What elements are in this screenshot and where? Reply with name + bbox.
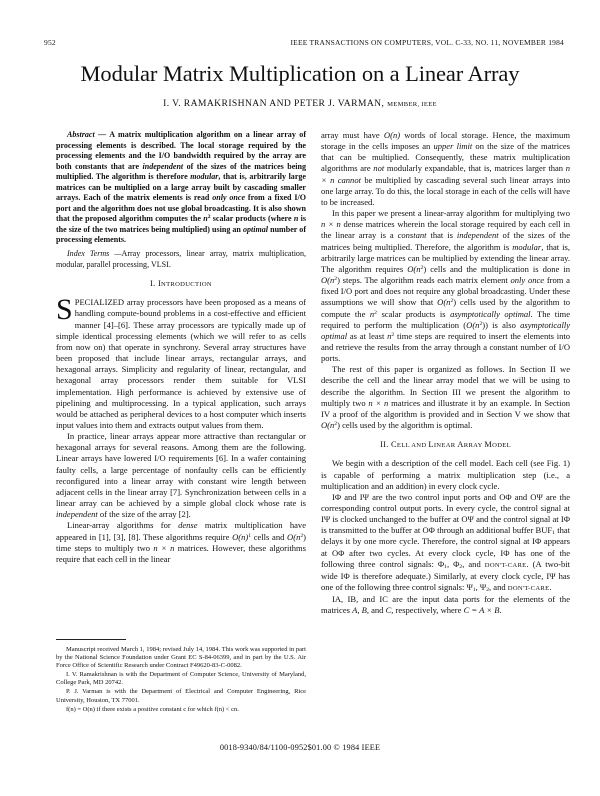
- body-text: modularly expandable, that is, matrices larger than: [384, 163, 566, 174]
- body-text: dense matrices wherein the local storage required by each cell in the linear array is a: [321, 219, 570, 241]
- body-text: cells and: [251, 531, 288, 542]
- math-sup: 2: [420, 264, 424, 271]
- abstract-text: from a fixed I/O port and the algorithm does not use global broadcasting. It is also shown that the proposed algorithm computes the: [56, 193, 307, 224]
- body-text: In practice, linear arrays appear more attractive than rectangular or hexagonal arrays for several reasons. Among them are the following. Linear arrays have lowered I/O requirements [6]. In a wafer containing faulty cells, a large percentage of nonfaulty cells can be efficiently reconfigured into a linear array with constant wire length between adjacent cells in the linear array [7]. Synchronization between cells in a linear array can be achieved by a simple global clock whose rate is: [56, 431, 306, 509]
- body-text: scalar products is: [376, 308, 451, 319]
- body-em: asymptotically optimal: [450, 308, 531, 319]
- math-sup: 2: [300, 532, 304, 539]
- abstract-sup: 2: [207, 214, 211, 221]
- running-header: IEEE TRANSACTIONS ON COMPUTERS, VOL. C-33, NO. 11, NOVEMBER 1984: [290, 38, 564, 47]
- body-text: . The time required to perform the multiplication (: [321, 308, 571, 330]
- body-em: dense: [178, 520, 198, 531]
- section-heading-text: ELL AND: [396, 442, 429, 450]
- body-text: )) is also: [482, 319, 521, 330]
- body-text: , and: [462, 558, 485, 569]
- math-sup: 2: [334, 276, 338, 283]
- section-heading-text: ODEL: [492, 442, 511, 450]
- abstract-text: A matrix multiplication algorithm on a linear array of processing elements is described. The local storage required by the processing elements and the I/O bandwidth required by the array are both constants that are: [56, 130, 307, 171]
- body-text: time steps are required to insert the elements into and retrieve the results from the array through a constant number of I/O ports.: [321, 330, 570, 364]
- page-number: 952: [44, 38, 56, 47]
- math-sub: 2: [459, 563, 463, 570]
- body-text: Linear-array algorithms for: [67, 520, 179, 531]
- body-text: that delays it by one more cycle. Therefore, the control signal at IΦ appears at OΦ after two cycles. At every clock cycle, IΦ has one of the following three control signals: Φ: [321, 525, 571, 569]
- abstract-label: Abstract —: [67, 130, 107, 139]
- abstract-text: , that is, arbitrarily large matrices can be multiplied on a large array built by cascading smaller arrays. Each of the matrix elements is read: [56, 172, 306, 203]
- intro-paragraph-3: [56, 520, 306, 565]
- math: C: [385, 605, 392, 616]
- section-heading-text: L: [428, 440, 434, 450]
- body-text: , that is, arbitrarily large matrices can be multiplied by extending the linear array. The algorithm requires: [321, 241, 570, 274]
- body-em: n × n cannot: [321, 163, 570, 185]
- body-text: as at least: [347, 330, 388, 341]
- math: n: [387, 330, 392, 341]
- footnotes: [56, 646, 306, 715]
- body-text: , Φ: [446, 558, 460, 569]
- body-text: IΦ and IΨ are the two control input ports and OΦ and OΨ are the corresponding control output ports. In every cycle, the control signal at IΨ is clocked unchanged to the buffer at OΨ and the control signal at IΦ is transmitted to the buffer at OΦ through an additional buffer BUF: [321, 491, 570, 536]
- math: A, B: [352, 605, 367, 616]
- body-text: ) time steps to multiply two: [56, 531, 306, 553]
- math: n × n: [321, 219, 341, 230]
- body-text: ) cells and the multiplication is done in: [423, 263, 570, 274]
- body-em: only once: [510, 275, 545, 286]
- math: O(n: [287, 531, 301, 542]
- body-text: ) steps. The algorithm reads each matrix element: [337, 275, 511, 286]
- section-heading-text: RRAY: [463, 442, 485, 450]
- body-em: independent: [56, 509, 98, 520]
- body-text: words of local storage. Hence, the maximum storage in the cells imposes an: [321, 130, 570, 152]
- footnote-author-1: I. V. Ramakrishnan is with the Department of Computer Science, University of Maryland, College Park, MD 20742.: [56, 671, 306, 687]
- index-terms-label: Index Terms —: [67, 249, 122, 259]
- math: n × n: [153, 542, 175, 553]
- left-column: [56, 130, 306, 565]
- body-text: ) cells used by the algorithm to compute the: [321, 297, 570, 319]
- footnote-author-2: P. J. Varman is with the Department of Electrical and Computer Engineering, Rice University, Houston, TX 77001.: [56, 688, 306, 704]
- footnote-big-o: f(n) = O(n) if there exists a positive constant c for which f(n) < cn.: [66, 705, 239, 713]
- body-text: In this paper we present a linear-array algorithm for multiplying two: [332, 208, 570, 219]
- math: O(n: [321, 275, 335, 286]
- right-paragraph-5: [321, 492, 570, 594]
- keyword: DON'T-CARE: [484, 561, 527, 569]
- math-sup: 2: [374, 309, 377, 316]
- math-sub: 1: [552, 530, 555, 537]
- body-text: array must have: [321, 130, 384, 140]
- section-heading-text: A: [457, 440, 464, 450]
- keyword: DON'T-CARE: [507, 585, 550, 593]
- math-sub: 1: [444, 563, 447, 570]
- abstract-em: independent: [142, 161, 184, 171]
- abstract-text: scalar products (where: [210, 214, 294, 224]
- math: O(n: [407, 263, 421, 274]
- body-text: on the size of the matrices that can be multiplied. Consequently, these matrix multiplication algorithms are: [321, 141, 571, 174]
- section-heading-text: INEAR: [433, 442, 458, 450]
- body-em: constant: [397, 230, 427, 241]
- abstract-em: modular: [190, 172, 219, 182]
- abstract-text: number of processing elements.: [56, 224, 306, 245]
- math-sub: 2: [486, 587, 489, 594]
- abstract-text: is the size of the two matrices being multiplied) using an: [56, 214, 306, 234]
- body-em: independent: [456, 230, 499, 241]
- body-text: be multiplied by cascading several such linear arrays into one large array. To do this, the local storage in each of the cells will have to be increased.: [321, 174, 570, 207]
- math: C = A × B: [463, 605, 500, 616]
- math-sup: 2: [479, 320, 483, 327]
- body-text: PECIALIZED array processors have been proposed as a means of handling compute-bound problems in a cost-effective and efficient manner [4]–[6]. These array processors are typically made up of simple identical processing elements (which we will refer to as cells from now on) that operate in synchrony. Several array structures have been proposed that include linear arrays, rectangular arrays, and hexagonal arrays. Simplicity and regularity of linear, rectangular, and hexagonal array processors render them suitable for VLSI implementation. High performance is achieved by extensive use of pipelining and multiprocessing. In a typical application, such arrays would be attached as peripheral devices to a host computer which inserts input values into them and extracts output values from them.: [56, 297, 306, 430]
- body-text: ) cells used by the algorithm is optimal.: [337, 420, 473, 431]
- intro-paragraph-2: [56, 431, 306, 520]
- right-paragraph-2: [321, 208, 570, 364]
- body-text: The rest of this paper is organized as follows. In Section II we describe the cell and the linear array model that we will be using to describe the algorithm. In Section III we present the algorithm to multiply two: [321, 364, 570, 408]
- math: O(n: [321, 420, 335, 431]
- section-heading-text: I: [157, 279, 162, 289]
- abstract-em: optimal: [242, 224, 269, 234]
- abstract: [56, 130, 306, 246]
- body-text: , and: [489, 582, 508, 593]
- author-1: I. V. RAMAKRISHNAN: [163, 98, 267, 109]
- section-number: I.: [150, 279, 158, 289]
- body-text: from a fixed I/O port and does not require any global broadcasting. Under these assumptions we will show that: [321, 275, 570, 308]
- right-paragraph-3: [321, 364, 570, 431]
- section-heading-introduction: [56, 278, 306, 290]
- body-em: not: [373, 163, 385, 174]
- abstract-em: n: [293, 214, 299, 224]
- right-column: [321, 130, 570, 617]
- right-paragraph-1: [321, 130, 570, 208]
- body-em: upper limit: [433, 141, 473, 152]
- right-paragraph-6: [321, 594, 570, 616]
- footnote-manuscript: Manuscript received March 1, 1984; revised July 14, 1984. This work was supported in part by the National Science Foundation under Grant EC S-84-06399, and in part by the U.S. Air Force Office of Scientific Research under Contract F49620-83-C-0082.: [56, 646, 306, 670]
- body-text: that is: [426, 230, 457, 241]
- math: O(n: [437, 297, 451, 308]
- body-text: IA, IB, and IC are the input data ports for the elements of the matrices: [321, 594, 570, 616]
- drop-cap: S: [56, 293, 73, 327]
- footnote-mark: 1: [248, 532, 252, 539]
- math-sup: 2: [391, 331, 395, 338]
- body-text: .: [499, 605, 502, 616]
- body-text: matrix multiplication have appeared in [1], [3], [8]. These algorithms require: [56, 520, 306, 542]
- body-em: modular: [512, 241, 542, 252]
- math: O(n): [383, 130, 401, 140]
- section-number: II.: [380, 440, 392, 450]
- index-terms: [56, 249, 306, 270]
- abstract-em: only once: [212, 193, 246, 203]
- section-heading-text: NTRODUCTION: [161, 281, 212, 289]
- math: n: [369, 308, 375, 319]
- footnote-divider: [56, 639, 126, 640]
- index-terms-text: Array processors, linear array, matrix multiplication, modular, parallel processing, VLSI.: [56, 249, 306, 269]
- body-text: of the sizes of the matrices being multiplied. Therefore, the algorithm is: [321, 230, 570, 252]
- right-paragraph-4: We begin with a description of the cell model. Each cell (see Fig. 1) is capable of performing a matrix multiplication step (i.e., a multiplication and an addition) in every clock cycle.: [321, 458, 570, 491]
- body-text: of the size of the array [2].: [97, 509, 191, 520]
- abstract-text: of the sizes of the matrices being multiplied. The algorithm is therefore: [56, 161, 306, 182]
- section-heading-text: M: [484, 440, 493, 450]
- body-text: , Ψ: [475, 582, 487, 593]
- author-line: [0, 98, 600, 109]
- math: n × n: [368, 397, 389, 408]
- body-em: asymptotically optimal: [321, 319, 570, 341]
- section-heading-text: C: [391, 440, 397, 450]
- abstract-em: n: [203, 214, 208, 224]
- body-text: matrices. However, these algorithms require that each cell in the linear: [56, 542, 307, 564]
- author-membership: MEMBER, IEEE: [387, 101, 437, 108]
- body-text: .: [549, 582, 552, 593]
- math: O(n): [232, 531, 249, 542]
- body-text: , respectively, where: [391, 605, 464, 616]
- copyright-footer: 0018-9340/84/1100-0952$01.00 © 1984 IEEE: [219, 743, 381, 752]
- paper-title: Modular Matrix Multiplication on a Linear Array: [80, 61, 520, 86]
- intro-paragraph-1: [56, 293, 306, 431]
- body-text: . (A two-bit wide IΦ is therefore adequate.) Similarly, at every clock cycle, IΨ has one of the following three control signals: Ψ: [321, 558, 570, 593]
- math-sup: 2: [334, 421, 338, 428]
- body-text: , and: [366, 605, 386, 616]
- math-sup: 2: [450, 298, 454, 305]
- math: O(n: [466, 319, 480, 330]
- body-text: matrices and illustrate it by an example. In Section IV a proof of the algorithm is provided and in Section V we show that: [321, 397, 571, 419]
- section-heading-cell-model: [321, 439, 570, 451]
- author-2: AND PETER J. VARMAN,: [269, 98, 385, 109]
- math-sub: 1: [472, 587, 476, 594]
